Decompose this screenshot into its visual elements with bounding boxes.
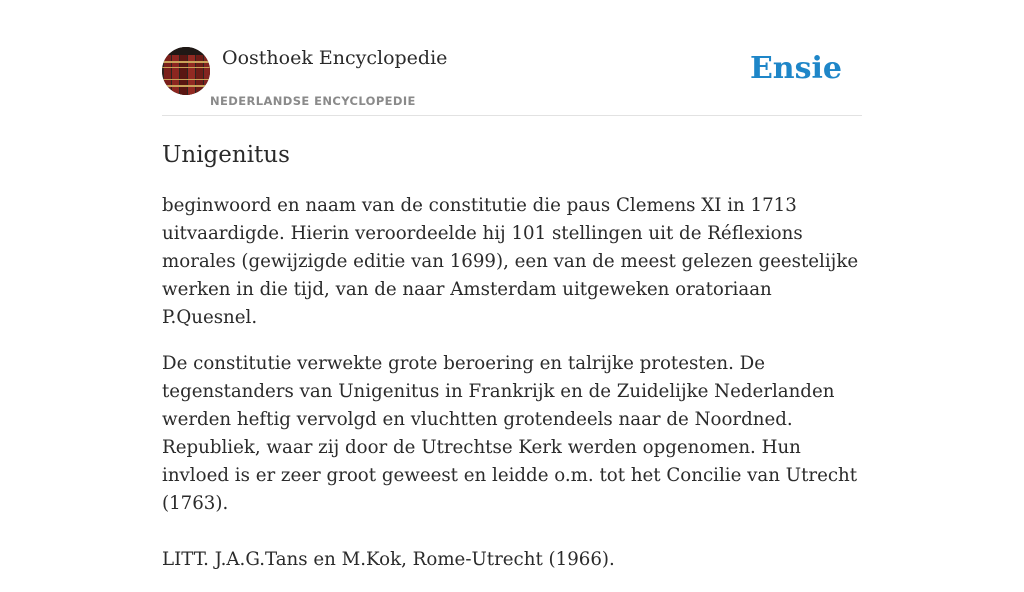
encyclopedia-books-icon[interactable] [162, 47, 210, 95]
article-paragraph: beginwoord en naam van de constitutie die paus Clemens XI in 1713 uitvaardigde. Hierin veroordeelde hij 101 stellingen uit de Réflexions morales (gewijzigde editie van 1699), een van de meest gelezen geestelijke werken in die tijd, van de naar Amsterdam uitgeweken oratoriaan P.Quesnel. [162, 195, 859, 328]
ensie-logo-link[interactable]: Ensie [749, 51, 842, 86]
site-header [162, 0, 862, 116]
article-body [162, 192, 862, 592]
literature-reference: LITT. J.A.G.Tans en M.Kok, Rome-Utrecht (1966). [162, 549, 615, 570]
article-paragraph: De constitutie verwekte grote beroering en talrijke protesten. De tegenstanders van Unigenitus in Frankrijk en de Zuidelijke Nederlanden werden heftig vervolgd en vluchtten grotendeels naar de Noordned. Republiek, waar zij door de Utrechtse Kerk werden opgenomen. Hun invloed is er zeer groot geweest en leidde o.m. tot het Concilie van Utrecht (1763). [162, 353, 858, 514]
site-subtitle: NEDERLANDSE ENCYCLOPEDIE [210, 94, 416, 108]
page-title: Unigenitus [162, 142, 290, 168]
site-name[interactable]: Oosthoek Encyclopedie [222, 47, 448, 69]
page-container [162, 0, 862, 570]
